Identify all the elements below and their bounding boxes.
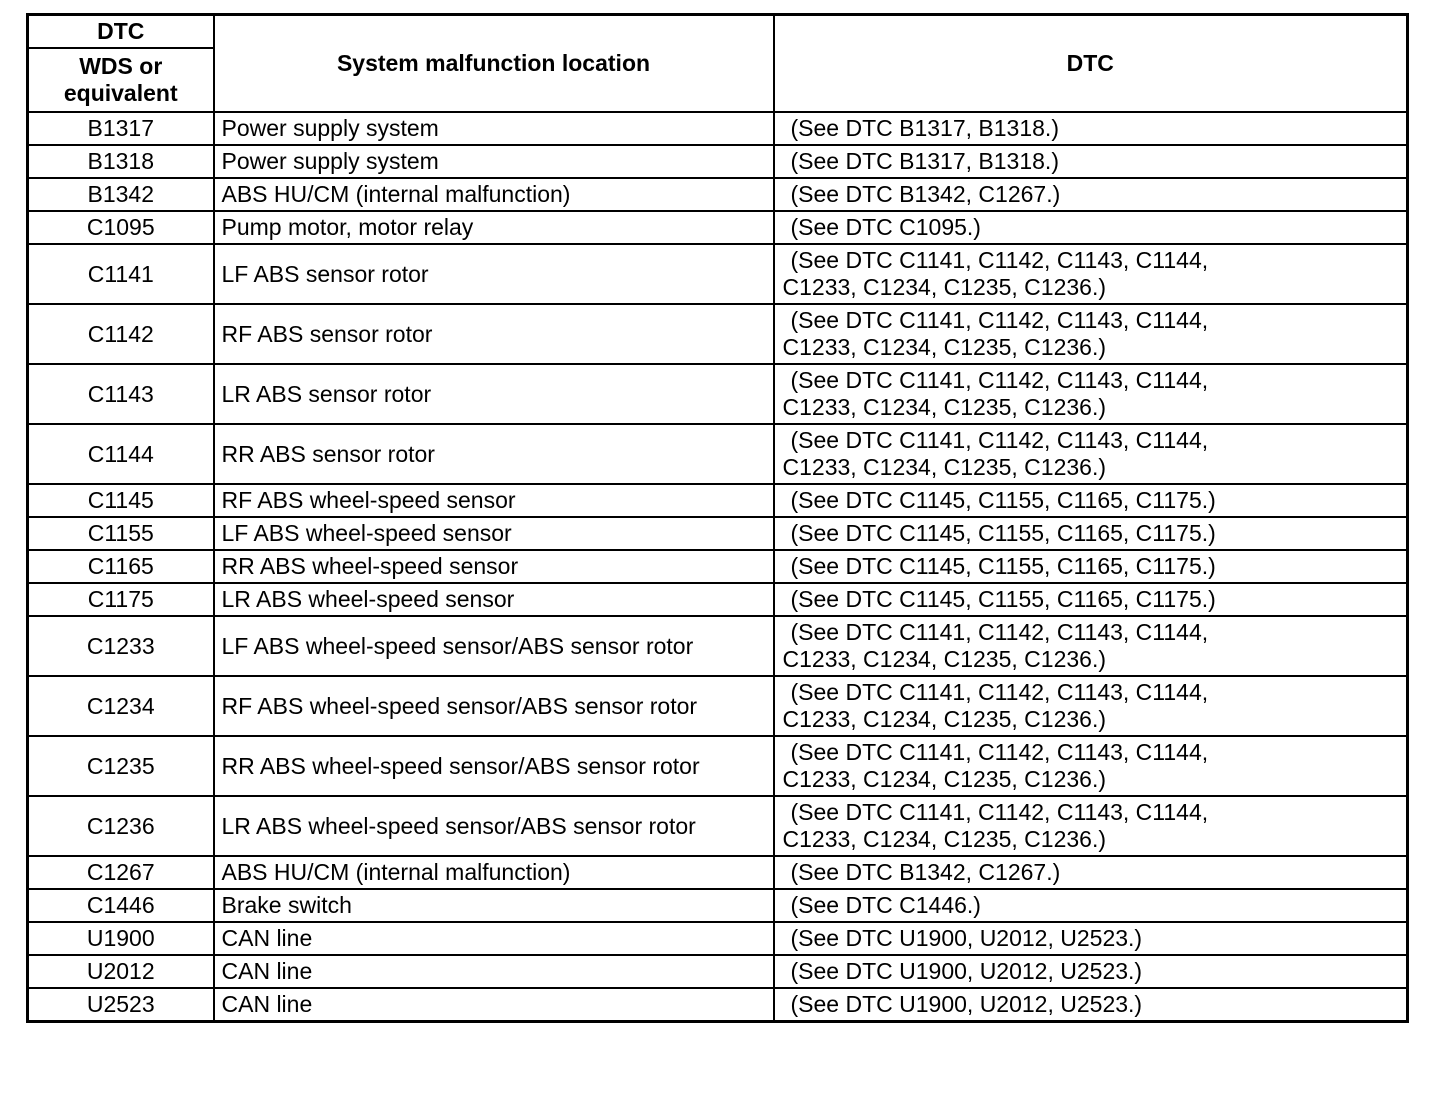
dtc-code-cell: U2523 bbox=[28, 988, 214, 1022]
dtc-code-cell: C1446 bbox=[28, 889, 214, 922]
dtc-code-cell: U2012 bbox=[28, 955, 214, 988]
dtc-reference-cell bbox=[774, 178, 1408, 211]
table-header bbox=[28, 15, 1408, 113]
malfunction-location-cell: RR ABS sensor rotor bbox=[214, 424, 774, 484]
dtc-reference-line-continued: C1233, C1234, C1235, C1236.) bbox=[782, 394, 1106, 420]
dtc-reference-cell bbox=[774, 145, 1408, 178]
dtc-reference-line-continued: C1233, C1234, C1235, C1236.) bbox=[782, 766, 1106, 792]
dtc-code-cell: C1095 bbox=[28, 211, 214, 244]
dtc-reference-cell bbox=[774, 484, 1408, 517]
table-row bbox=[28, 583, 1408, 616]
malfunction-location-cell: LR ABS wheel-speed sensor bbox=[214, 583, 774, 616]
dtc-code-cell: C1144 bbox=[28, 424, 214, 484]
dtc-code-cell: C1165 bbox=[28, 550, 214, 583]
dtc-reference-cell bbox=[774, 112, 1408, 145]
malfunction-location-cell: RF ABS sensor rotor bbox=[214, 304, 774, 364]
dtc-reference-line: (See DTC C1145, C1155, C1165, C1175.) bbox=[790, 520, 1216, 546]
dtc-reference-line: (See DTC C1141, C1142, C1143, C1144, bbox=[790, 427, 1209, 453]
dtc-reference-cell bbox=[774, 364, 1408, 424]
dtc-reference-line: (See DTC B1317, B1318.) bbox=[790, 115, 1059, 141]
malfunction-location-cell: CAN line bbox=[214, 922, 774, 955]
dtc-code-cell: C1155 bbox=[28, 517, 214, 550]
dtc-reference-line: (See DTC C1141, C1142, C1143, C1144, bbox=[790, 739, 1209, 765]
table-row bbox=[28, 517, 1408, 550]
dtc-reference-cell bbox=[774, 955, 1408, 988]
dtc-reference-cell bbox=[774, 736, 1408, 796]
dtc-reference-line: (See DTC C1141, C1142, C1143, C1144, bbox=[790, 619, 1209, 645]
dtc-code-cell: C1175 bbox=[28, 583, 214, 616]
dtc-reference-cell bbox=[774, 583, 1408, 616]
dtc-reference-cell bbox=[774, 616, 1408, 676]
dtc-reference-line: (See DTC C1141, C1142, C1143, C1144, bbox=[790, 307, 1209, 333]
dtc-code-cell: C1141 bbox=[28, 244, 214, 304]
table-body bbox=[28, 112, 1408, 1022]
malfunction-location-cell: RR ABS wheel-speed sensor bbox=[214, 550, 774, 583]
dtc-reference-line: (See DTC B1317, B1318.) bbox=[790, 148, 1059, 174]
dtc-reference-line: (See DTC C1141, C1142, C1143, C1144, bbox=[790, 247, 1209, 273]
dtc-code-cell: C1145 bbox=[28, 484, 214, 517]
malfunction-location-cell: Pump motor, motor relay bbox=[214, 211, 774, 244]
malfunction-location-cell: Power supply system bbox=[214, 112, 774, 145]
header-system-malfunction-location: System malfunction location bbox=[214, 15, 774, 113]
table-row bbox=[28, 736, 1408, 796]
malfunction-location-cell: RR ABS wheel-speed sensor/ABS sensor rotor bbox=[214, 736, 774, 796]
table-row bbox=[28, 955, 1408, 988]
header-dtc-top: DTC bbox=[28, 15, 214, 49]
dtc-reference-line: (See DTC C1141, C1142, C1143, C1144, bbox=[790, 799, 1209, 825]
dtc-reference-cell bbox=[774, 550, 1408, 583]
table-row bbox=[28, 484, 1408, 517]
dtc-reference-cell bbox=[774, 988, 1408, 1022]
table-row bbox=[28, 616, 1408, 676]
dtc-reference-line: (See DTC C1446.) bbox=[790, 892, 981, 918]
dtc-reference-line: (See DTC C1145, C1155, C1165, C1175.) bbox=[790, 553, 1216, 579]
dtc-reference-cell bbox=[774, 796, 1408, 856]
table-row bbox=[28, 244, 1408, 304]
table-row bbox=[28, 145, 1408, 178]
dtc-reference-cell bbox=[774, 424, 1408, 484]
malfunction-location-cell: CAN line bbox=[214, 988, 774, 1022]
dtc-reference-line: (See DTC C1145, C1155, C1165, C1175.) bbox=[790, 586, 1216, 612]
malfunction-location-cell: RF ABS wheel-speed sensor bbox=[214, 484, 774, 517]
dtc-code-cell: B1317 bbox=[28, 112, 214, 145]
malfunction-location-cell: LF ABS wheel-speed sensor bbox=[214, 517, 774, 550]
dtc-reference-line: (See DTC B1342, C1267.) bbox=[790, 859, 1061, 885]
dtc-reference-line-continued: C1233, C1234, C1235, C1236.) bbox=[782, 826, 1106, 852]
dtc-reference-line: (See DTC C1141, C1142, C1143, C1144, bbox=[790, 367, 1209, 393]
malfunction-location-cell: LR ABS sensor rotor bbox=[214, 364, 774, 424]
table-row bbox=[28, 922, 1408, 955]
dtc-reference-line-continued: C1233, C1234, C1235, C1236.) bbox=[782, 274, 1106, 300]
malfunction-location-cell: Power supply system bbox=[214, 145, 774, 178]
header-wds-line1: WDS or bbox=[79, 53, 163, 79]
table-row bbox=[28, 856, 1408, 889]
dtc-table bbox=[26, 13, 1409, 1023]
dtc-reference-line: (See DTC C1141, C1142, C1143, C1144, bbox=[790, 679, 1209, 705]
dtc-code-cell: C1235 bbox=[28, 736, 214, 796]
dtc-reference-cell bbox=[774, 922, 1408, 955]
header-dtc-reference: DTC bbox=[774, 15, 1408, 113]
dtc-reference-line: (See DTC C1095.) bbox=[790, 214, 981, 240]
malfunction-location-cell: LF ABS sensor rotor bbox=[214, 244, 774, 304]
table-row bbox=[28, 424, 1408, 484]
dtc-code-cell: C1233 bbox=[28, 616, 214, 676]
table-row bbox=[28, 889, 1408, 922]
dtc-reference-line-continued: C1233, C1234, C1235, C1236.) bbox=[782, 454, 1106, 480]
dtc-reference-line-continued: C1233, C1234, C1235, C1236.) bbox=[782, 646, 1106, 672]
table-row bbox=[28, 364, 1408, 424]
dtc-code-cell: C1143 bbox=[28, 364, 214, 424]
dtc-reference-line: (See DTC C1145, C1155, C1165, C1175.) bbox=[790, 487, 1216, 513]
dtc-code-cell: B1342 bbox=[28, 178, 214, 211]
dtc-reference-cell bbox=[774, 676, 1408, 736]
dtc-reference-line-continued: C1233, C1234, C1235, C1236.) bbox=[782, 706, 1106, 732]
malfunction-location-cell: ABS HU/CM (internal malfunction) bbox=[214, 178, 774, 211]
malfunction-location-cell: LF ABS wheel-speed sensor/ABS sensor rotor bbox=[214, 616, 774, 676]
malfunction-location-cell: Brake switch bbox=[214, 889, 774, 922]
table-row bbox=[28, 304, 1408, 364]
malfunction-location-cell: CAN line bbox=[214, 955, 774, 988]
malfunction-location-cell: RF ABS wheel-speed sensor/ABS sensor rotor bbox=[214, 676, 774, 736]
dtc-code-cell: C1234 bbox=[28, 676, 214, 736]
table-row bbox=[28, 112, 1408, 145]
dtc-reference-line: (See DTC U1900, U2012, U2523.) bbox=[790, 991, 1143, 1017]
table-row bbox=[28, 676, 1408, 736]
dtc-code-cell: C1142 bbox=[28, 304, 214, 364]
header-row-top bbox=[28, 15, 1408, 49]
dtc-reference-line: (See DTC U1900, U2012, U2523.) bbox=[790, 958, 1143, 984]
dtc-reference-cell bbox=[774, 889, 1408, 922]
dtc-reference-cell bbox=[774, 856, 1408, 889]
dtc-code-cell: B1318 bbox=[28, 145, 214, 178]
malfunction-location-cell: LR ABS wheel-speed sensor/ABS sensor rotor bbox=[214, 796, 774, 856]
dtc-reference-cell bbox=[774, 244, 1408, 304]
dtc-reference-line: (See DTC U1900, U2012, U2523.) bbox=[790, 925, 1143, 951]
dtc-reference-cell bbox=[774, 304, 1408, 364]
table-row bbox=[28, 550, 1408, 583]
malfunction-location-cell: ABS HU/CM (internal malfunction) bbox=[214, 856, 774, 889]
table-row bbox=[28, 211, 1408, 244]
dtc-reference-line-continued: C1233, C1234, C1235, C1236.) bbox=[782, 334, 1106, 360]
dtc-reference-line: (See DTC B1342, C1267.) bbox=[790, 181, 1061, 207]
table-row bbox=[28, 796, 1408, 856]
dtc-reference-cell bbox=[774, 517, 1408, 550]
dtc-code-cell: U1900 bbox=[28, 922, 214, 955]
dtc-code-cell: C1236 bbox=[28, 796, 214, 856]
table-row bbox=[28, 178, 1408, 211]
table-row bbox=[28, 988, 1408, 1022]
header-wds-line2: equivalent bbox=[63, 80, 178, 106]
dtc-reference-cell bbox=[774, 211, 1408, 244]
dtc-code-cell: C1267 bbox=[28, 856, 214, 889]
header-wds-equivalent bbox=[28, 48, 214, 112]
